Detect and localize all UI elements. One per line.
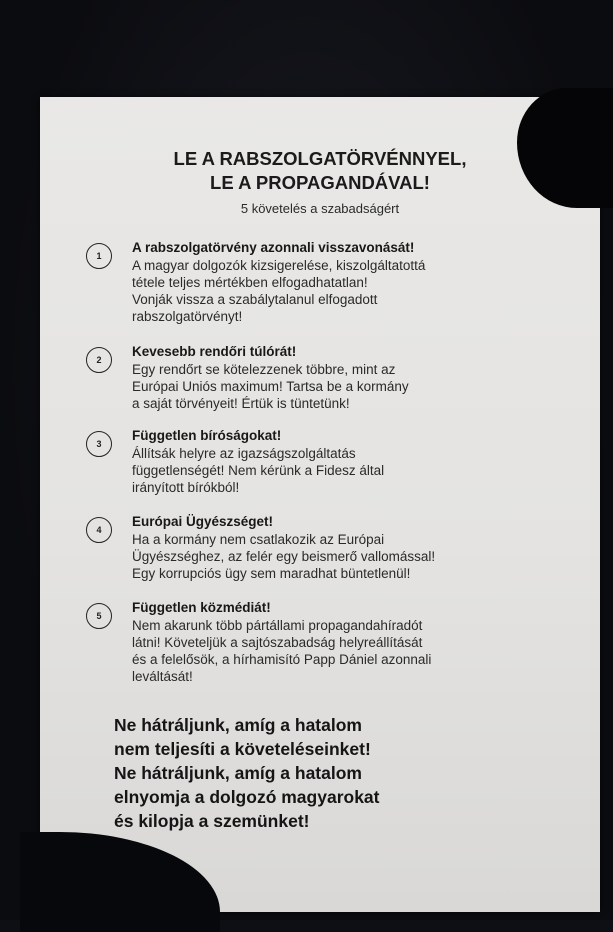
demand-line: irányított bírókból! (132, 480, 240, 495)
demand-line: Egy korrupciós ügy sem maradhat büntetlenül! (132, 566, 411, 581)
closing-line: Ne hátráljunk, amíg a hatalom (114, 763, 362, 783)
demand-line: látni! Követeljük a sajtószabadság helyreállítását (132, 635, 423, 650)
demand-number-badge: 5 (86, 603, 112, 629)
demand-number-badge: 3 (86, 431, 112, 457)
demand-number-badge: 4 (86, 517, 112, 543)
title-line-1: LE A RABSZOLGATÖRVÉNNYEL, (173, 148, 467, 169)
leaflet-subtitle: 5 követelés a szabadságért (240, 201, 400, 216)
demand-line: Vonják vissza a szabálytalanul elfogadott (132, 292, 378, 307)
bottom-left-shadow (20, 832, 220, 932)
demand-line: Európai Uniós maximum! Tartsa be a kormány (132, 379, 409, 394)
demand-line: függetlenségét! Nem kérünk a Fidesz által (132, 463, 385, 478)
leaflet-title (40, 147, 600, 195)
demand-line: rabszolgatörvényt! (132, 309, 243, 324)
demand-title: Független bíróságokat! (132, 428, 282, 443)
demand-title: Független közmédiát! (132, 600, 271, 615)
demand-title: Európai Ügyészséget! (132, 514, 274, 529)
demand-line: a saját törvényeit! Értük is tüntetünk! (132, 396, 350, 411)
leaflet-paper (40, 97, 600, 912)
demand-line: Nem akarunk több pártállami propagandahíradót (132, 618, 423, 633)
closing-line: és kilopja a szemünket! (114, 811, 310, 831)
demand-line: A magyar dolgozók kizsigerelése, kiszolgáltatottá (132, 258, 426, 273)
demand-number-badge: 1 (86, 243, 112, 269)
demand-number-badge: 2 (86, 347, 112, 373)
demand-line: leváltását! (132, 669, 193, 684)
closing-line: nem teljesíti a követeléseinket! (114, 739, 371, 759)
title-line-2: LE A PROPAGANDÁVAL! (210, 172, 430, 193)
closing-line: elnyomja a dolgozó magyarokat (114, 787, 380, 807)
demand-line: Ha a kormány nem csatlakozik az Európai (132, 532, 385, 547)
demand-title: Kevesebb rendőri túlórát! (132, 344, 297, 359)
demand-line: Egy rendőrt se kötelezzenek többre, mint az (132, 362, 396, 377)
closing-line: Ne hátráljunk, amíg a hatalom (114, 715, 362, 735)
demand-line: tétele teljes mértékben elfogadhatatlan! (132, 275, 368, 290)
demand-line: Ügyészséghez, az felér egy beismerő vallomással! (132, 549, 436, 564)
demand-line: és a felelősök, a hírhamisító Papp Dániel azonnali (132, 652, 432, 667)
demand-line: Állítsák helyre az igazságszolgáltatás (132, 446, 356, 461)
demand-title: A rabszolgatörvény azonnali visszavonását! (132, 240, 415, 255)
closing-call (114, 713, 574, 833)
